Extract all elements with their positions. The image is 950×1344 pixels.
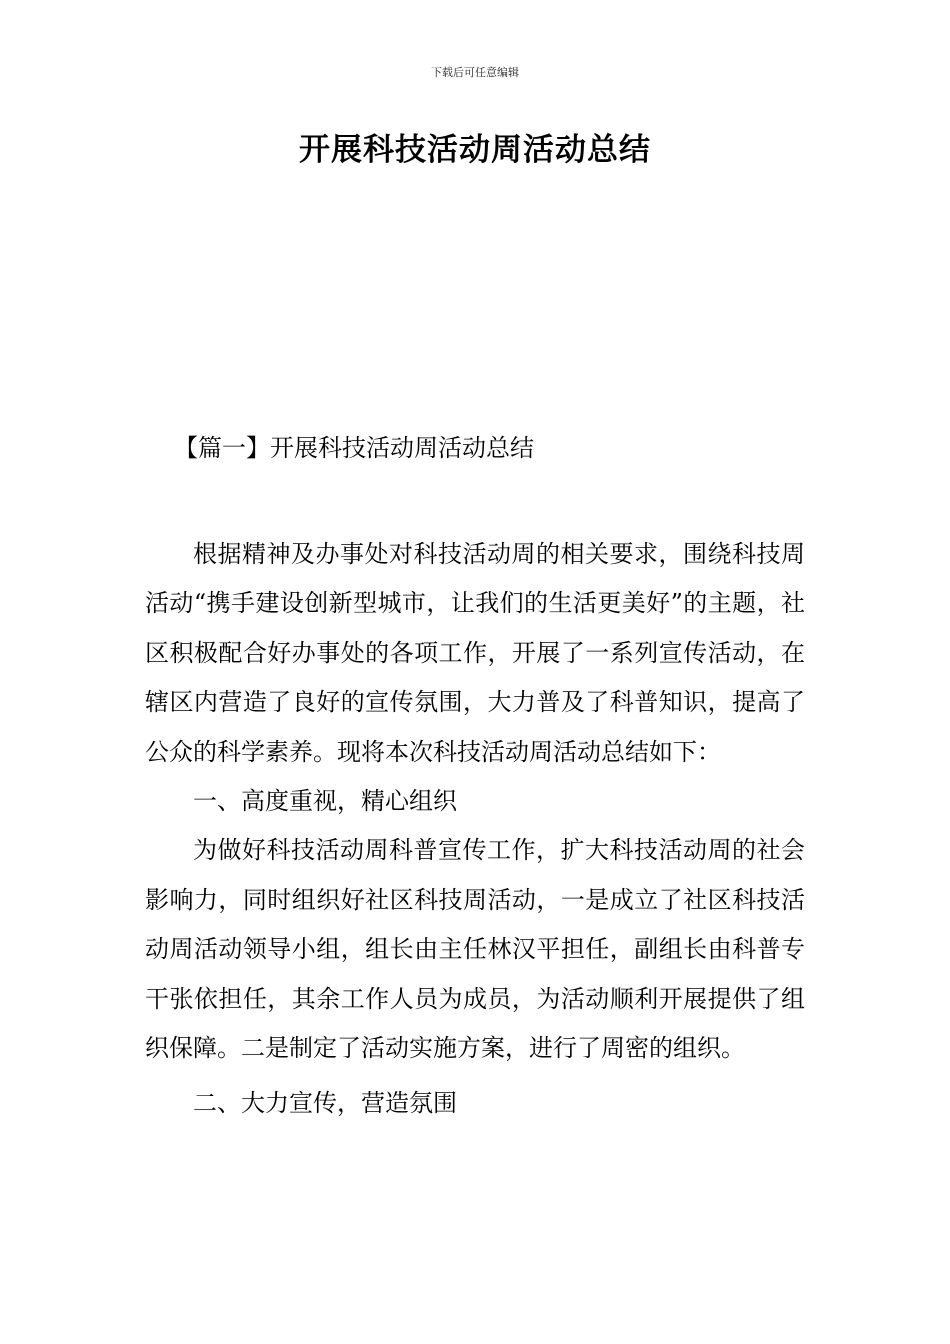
- section-title: 【篇一】开展科技活动周活动总结: [174, 434, 534, 462]
- heading-one: 一、高度重视，精心组织: [193, 787, 457, 816]
- page-header-note: 下载后可任意编辑: [431, 66, 519, 79]
- document-body: [145, 530, 805, 1129]
- heading-two: 二、大力宣传，营造氛围: [193, 1089, 457, 1118]
- document-title: 开展科技活动周活动总结: [299, 132, 651, 168]
- paragraph-intro: 根据精神及办事处对科技活动周的相关要求，围绕科技周活动“携手建设创新型城市，让我们的生活更美好”的主题，社区积极配合好办事处的各项工作，开展了一系列宣传活动，在辖区内营造了良好的宣传氛围，大力普及了科普知识，提高了公众的科学素养。现将本次科技活动周活动总结如下：: [145, 540, 805, 766]
- paragraph-organization: 为做好科技活动周科普宣传工作，扩大科技活动周的社会影响力，同时组织好社区科技周活动，一是成立了社区科技活动周活动领导小组，组长由主任林汉平担任，副组长由科普专干张依担任，其余工作人员为成员，为活动顺利开展提供了组织保障。二是制定了活动实施方案，进行了周密的组织。: [145, 836, 805, 1063]
